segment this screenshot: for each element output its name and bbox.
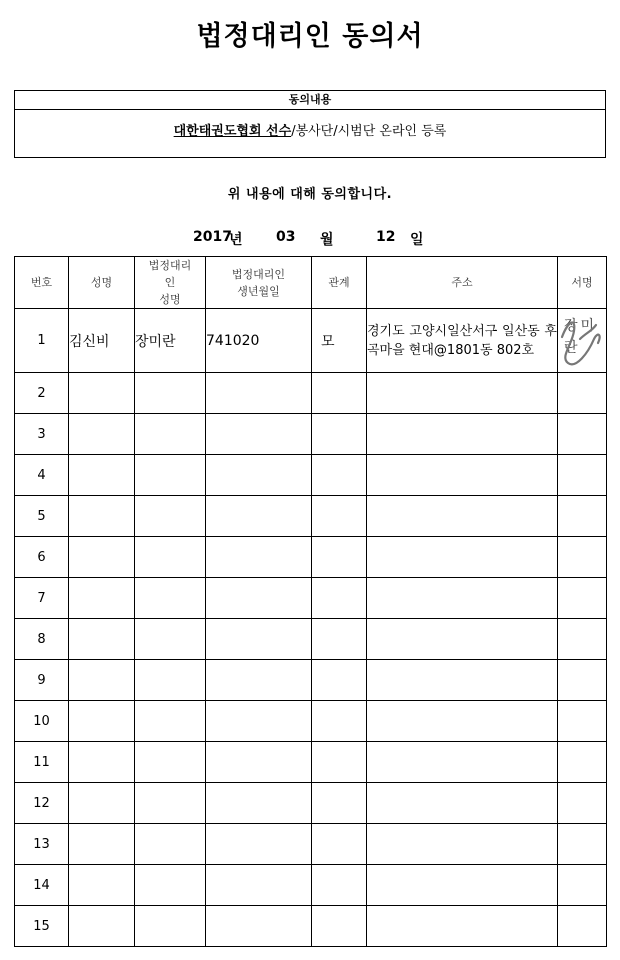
relation: 모 bbox=[312, 309, 367, 373]
row-number: 7 bbox=[15, 578, 69, 619]
proxy-birthdate bbox=[206, 496, 312, 537]
student-name bbox=[69, 701, 135, 742]
row-number: 2 bbox=[15, 373, 69, 414]
address bbox=[367, 660, 558, 701]
table-row bbox=[15, 373, 607, 414]
signature-cell bbox=[558, 865, 607, 906]
address bbox=[367, 455, 558, 496]
signature-cell bbox=[558, 373, 607, 414]
student-name bbox=[69, 373, 135, 414]
proxy-name bbox=[135, 537, 206, 578]
relation bbox=[312, 865, 367, 906]
student-name bbox=[69, 619, 135, 660]
header-relation: 관계 bbox=[312, 257, 367, 309]
relation bbox=[312, 373, 367, 414]
table-row bbox=[15, 578, 607, 619]
signature-cell bbox=[558, 660, 607, 701]
row-number: 1 bbox=[15, 309, 69, 373]
date-month: 03 bbox=[276, 229, 296, 245]
address bbox=[367, 537, 558, 578]
student-name bbox=[69, 660, 135, 701]
row-number: 5 bbox=[15, 496, 69, 537]
proxy-birthdate bbox=[206, 906, 312, 947]
signature-cell bbox=[558, 619, 607, 660]
student-name bbox=[69, 578, 135, 619]
header-address: 주소 bbox=[367, 257, 558, 309]
signature-cell bbox=[558, 496, 607, 537]
student-name: 김신비 bbox=[69, 309, 135, 373]
proxy-birthdate bbox=[206, 414, 312, 455]
address bbox=[367, 824, 558, 865]
date-month-unit: 월 bbox=[320, 232, 334, 248]
proxy-birthdate bbox=[206, 373, 312, 414]
table-row bbox=[15, 414, 607, 455]
proxy-name bbox=[135, 701, 206, 742]
signature-cell bbox=[558, 824, 607, 865]
proxy-name bbox=[135, 373, 206, 414]
address bbox=[367, 496, 558, 537]
table-row bbox=[15, 824, 607, 865]
relation bbox=[312, 783, 367, 824]
signature-cell bbox=[558, 309, 607, 373]
student-name bbox=[69, 906, 135, 947]
consent-box bbox=[14, 90, 606, 158]
header-proxy-name-line2: 인 bbox=[164, 276, 176, 289]
row-number: 11 bbox=[15, 742, 69, 783]
proxy-birthdate bbox=[206, 742, 312, 783]
table-row bbox=[15, 865, 607, 906]
address bbox=[367, 701, 558, 742]
proxy-name bbox=[135, 865, 206, 906]
address bbox=[367, 906, 558, 947]
table-row bbox=[15, 455, 607, 496]
address bbox=[367, 619, 558, 660]
table-row bbox=[15, 701, 607, 742]
table-row bbox=[15, 906, 607, 947]
relation bbox=[312, 660, 367, 701]
relation bbox=[312, 742, 367, 783]
proxy-name bbox=[135, 660, 206, 701]
relation bbox=[312, 537, 367, 578]
address bbox=[367, 578, 558, 619]
row-number: 13 bbox=[15, 824, 69, 865]
row-number: 3 bbox=[15, 414, 69, 455]
proxy-name: 장미란 bbox=[135, 309, 206, 373]
signature-cell bbox=[558, 783, 607, 824]
proxy-birthdate bbox=[206, 783, 312, 824]
consent-header: 동의내용 bbox=[15, 91, 605, 110]
proxy-birthdate bbox=[206, 537, 312, 578]
student-name bbox=[69, 783, 135, 824]
table-row bbox=[15, 496, 607, 537]
address bbox=[367, 783, 558, 824]
proxy-name bbox=[135, 824, 206, 865]
table-row bbox=[15, 660, 607, 701]
header-row bbox=[15, 257, 607, 309]
relation bbox=[312, 455, 367, 496]
proxy-birthdate bbox=[206, 455, 312, 496]
date-year-unit: 년 bbox=[229, 232, 243, 248]
student-name bbox=[69, 455, 135, 496]
proxy-birthdate: 741020 bbox=[206, 309, 312, 373]
header-name: 성명 bbox=[69, 257, 135, 309]
address bbox=[367, 865, 558, 906]
row-number: 14 bbox=[15, 865, 69, 906]
relation bbox=[312, 701, 367, 742]
table-row bbox=[15, 783, 607, 824]
proxy-name bbox=[135, 906, 206, 947]
proxy-birthdate bbox=[206, 824, 312, 865]
proxy-birthdate bbox=[206, 578, 312, 619]
date-day-unit: 일 bbox=[410, 232, 424, 248]
student-name bbox=[69, 496, 135, 537]
relation bbox=[312, 824, 367, 865]
proxy-name bbox=[135, 783, 206, 824]
guardian-table bbox=[14, 256, 607, 947]
document-title: 법정대리인 동의서 bbox=[196, 21, 424, 52]
student-name bbox=[69, 414, 135, 455]
row-number: 15 bbox=[15, 906, 69, 947]
row-number: 12 bbox=[15, 783, 69, 824]
proxy-birthdate bbox=[206, 619, 312, 660]
proxy-birthdate bbox=[206, 660, 312, 701]
signature-scribble bbox=[558, 309, 607, 372]
signature-cell bbox=[558, 742, 607, 783]
proxy-name bbox=[135, 496, 206, 537]
header-no: 번호 bbox=[15, 257, 69, 309]
proxy-name bbox=[135, 619, 206, 660]
signature-cell bbox=[558, 414, 607, 455]
row-number: 4 bbox=[15, 455, 69, 496]
relation bbox=[312, 414, 367, 455]
signature-text: 장미란 bbox=[564, 318, 598, 356]
header-proxy-birth-line2: 생년월일 bbox=[237, 284, 280, 298]
signature-cell bbox=[558, 701, 607, 742]
address: 경기도 고양시일산서구 일산동 후곡마을 현대@1801동 802호 bbox=[367, 309, 558, 373]
consent-org-text: 대한태권도협회 선수 bbox=[173, 124, 292, 139]
date-year: 2017 bbox=[193, 229, 232, 245]
relation bbox=[312, 578, 367, 619]
address bbox=[367, 414, 558, 455]
proxy-name bbox=[135, 578, 206, 619]
consent-rest-text: /봉사단/시범단 온라인 등록 bbox=[291, 124, 447, 139]
proxy-name bbox=[135, 455, 206, 496]
signature-cell bbox=[558, 537, 607, 578]
relation bbox=[312, 906, 367, 947]
relation bbox=[312, 619, 367, 660]
signature-cell bbox=[558, 906, 607, 947]
student-name bbox=[69, 865, 135, 906]
header-proxy-birth bbox=[206, 257, 312, 309]
header-proxy-name-line1: 법정대리 bbox=[148, 259, 192, 272]
student-name bbox=[69, 537, 135, 578]
row-number: 9 bbox=[15, 660, 69, 701]
proxy-name bbox=[135, 414, 206, 455]
student-name bbox=[69, 824, 135, 865]
row-number: 6 bbox=[15, 537, 69, 578]
relation bbox=[312, 496, 367, 537]
proxy-birthdate bbox=[206, 865, 312, 906]
row-number: 10 bbox=[15, 701, 69, 742]
table-row bbox=[15, 742, 607, 783]
table-row bbox=[15, 619, 607, 660]
table-row bbox=[15, 537, 607, 578]
proxy-birthdate bbox=[206, 701, 312, 742]
address bbox=[367, 373, 558, 414]
signature-cell bbox=[558, 455, 607, 496]
table-row bbox=[15, 309, 607, 373]
consent-content bbox=[15, 110, 605, 154]
row-number: 8 bbox=[15, 619, 69, 660]
address bbox=[367, 742, 558, 783]
agreement-statement: 위 내용에 대해 동의합니다. bbox=[227, 187, 393, 202]
header-signature: 서명 bbox=[558, 257, 607, 309]
student-name bbox=[69, 742, 135, 783]
header-proxy-birth-line1: 법정대리인 bbox=[231, 267, 286, 281]
signature-cell bbox=[558, 578, 607, 619]
date-day: 12 bbox=[376, 229, 396, 245]
header-proxy-name-line3: 성명 bbox=[159, 293, 181, 306]
proxy-name bbox=[135, 742, 206, 783]
header-proxy-name bbox=[135, 257, 206, 309]
